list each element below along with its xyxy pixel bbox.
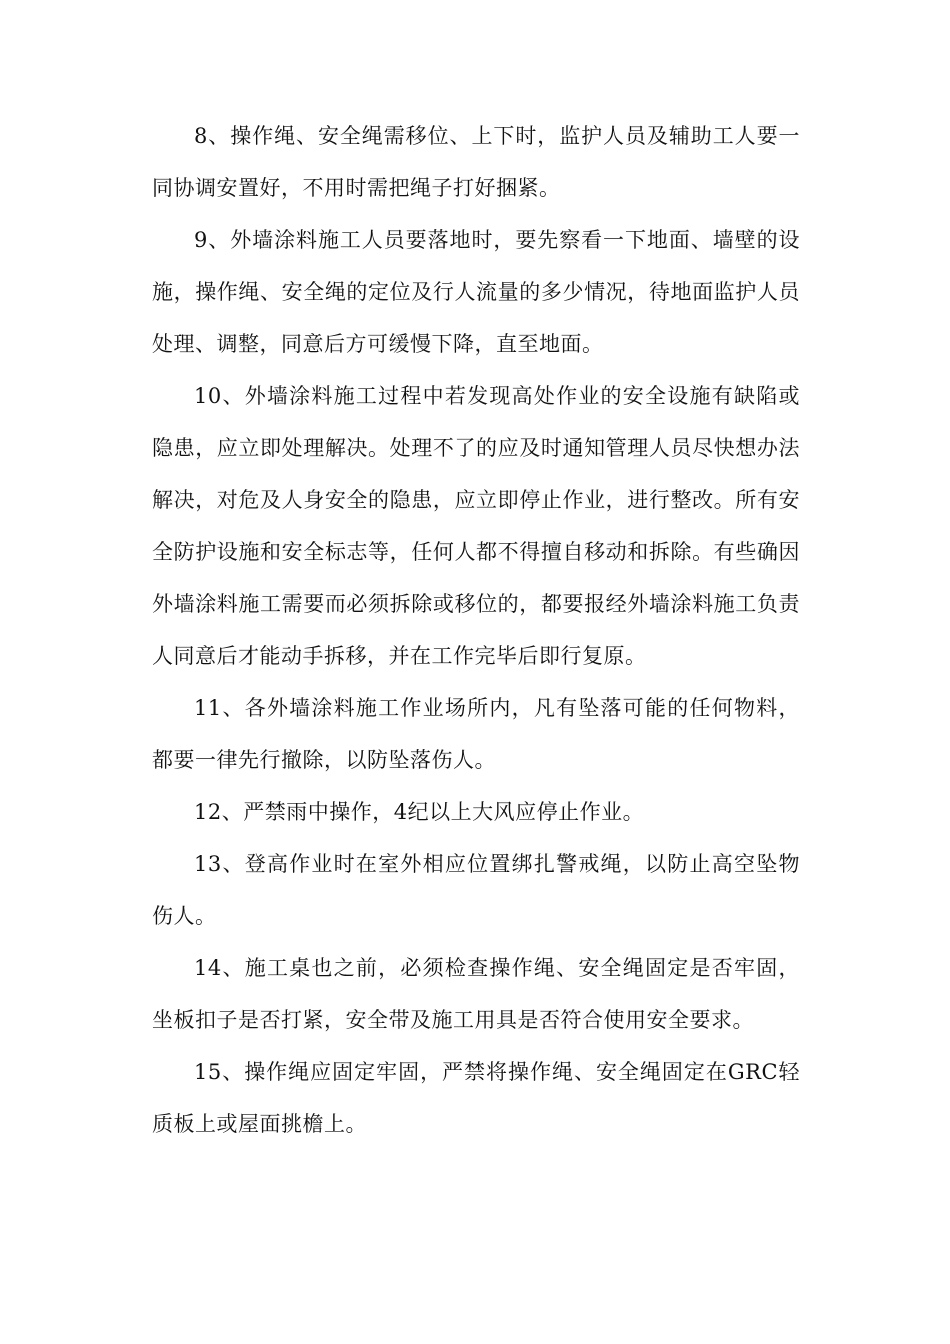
- document-body: [152, 110, 800, 1150]
- paragraph-item-11: 11、各外墙涂料施工作业场所内，凡有坠落可能的任何物料，都要一律先行撤除，以防坠落伤人。: [152, 696, 800, 772]
- paragraph-item-12: 12、严禁雨中操作，4纪以上大风应停止作业。: [194, 800, 645, 824]
- paragraph-item-13: 13、登高作业时在室外相应位置绑扎警戒绳，以防止高空坠物伤人。: [152, 852, 800, 928]
- paragraph-item-15: 15、操作绳应固定牢固，严禁将操作绳、安全绳固定在GRC轻质板上或屋面挑檐上。: [152, 1060, 800, 1136]
- paragraph-item-14: 14、施工桌也之前，必须检查操作绳、安全绳固定是否牢固，坐板扣子是否打紧，安全带及施工用具是否符合使用安全要求。: [152, 956, 800, 1032]
- paragraph-item-9: 9、外墙涂料施工人员要落地时，要先察看一下地面、墙壁的设施，操作绳、安全绳的定位及行人流量的多少情况，待地面监护人员处理、调整，同意后方可缓慢下降，直至地面。: [152, 228, 800, 356]
- paragraph-item-8: 8、操作绳、安全绳需移位、上下时，监护人员及辅助工人要一同协调安置好，不用时需把绳子打好捆紧。: [152, 124, 800, 200]
- paragraph-item-10: 10、外墙涂料施工过程中若发现高处作业的安全设施有缺陷或隐患，应立即处理解决。处理不了的应及时通知管理人员尽快想办法解决，对危及人身安全的隐患，应立即停止作业，进行整改。所有安全防护设施和安全标志等，任何人都不得擅自移动和拆除。有些确因外墙涂料施工需要而必须拆除或移位的，都要报经外墙涂料施工负责人同意后才能动手拆移，并在工作完毕后即行复原。: [152, 384, 800, 668]
